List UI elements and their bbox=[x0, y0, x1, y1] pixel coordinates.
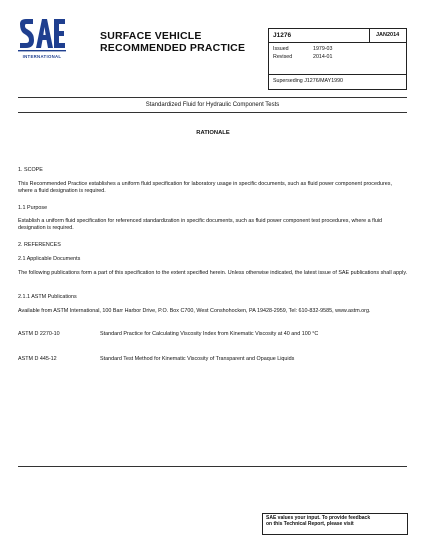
sae-logo bbox=[18, 18, 66, 66]
document-type-title bbox=[100, 30, 260, 54]
section-1-text: This Recommended Practice establishes a uniform fluid specification for laboratory usage in specific documents, such as fluid power component procedures, where a fluid designation is required. bbox=[18, 181, 392, 195]
reference-description: Standard Test Method for Kinematic Viscosity of Transparent and Opaque Liquids bbox=[100, 356, 295, 362]
reference-code: ASTM D 2270-10 bbox=[18, 331, 60, 337]
issued-label: Issued bbox=[273, 46, 289, 52]
feedback-box[interactable] bbox=[262, 513, 408, 535]
reference-code: ASTM D 445-12 bbox=[18, 356, 57, 362]
section-2-1-text: The following publications form a part of this specification to the extent specified herein. Unless otherwise indicated, the latest issue of SAE publications shall apply. bbox=[18, 270, 408, 276]
doc-number: J1276 bbox=[273, 32, 292, 39]
document-title-bar bbox=[18, 97, 407, 113]
footer-divider bbox=[18, 466, 407, 467]
sae-logo-mark bbox=[18, 18, 66, 52]
section-1-1-heading: 1.1 Purpose bbox=[18, 205, 48, 211]
title-line-1: SURFACE VEHICLE bbox=[100, 30, 202, 42]
superseding-row bbox=[269, 74, 406, 85]
feedback-line-1: SAE values your input. To provide feedback bbox=[266, 515, 371, 521]
issued-value: 1979-03 bbox=[313, 46, 333, 52]
revised-value: 2014-01 bbox=[313, 54, 333, 60]
doc-date: JAN2014 bbox=[376, 32, 400, 38]
rationale-heading: RATIONALE bbox=[196, 130, 230, 136]
document-title: Standardized Fluid for Hydraulic Component Tests bbox=[145, 101, 280, 108]
reference-description: Standard Practice for Calculating Viscosity Index from Kinematic Viscosity at 40 and 100 °C bbox=[100, 331, 319, 337]
section-2-1-heading: 2.1 Applicable Documents bbox=[18, 256, 81, 262]
revised-label: Revised bbox=[273, 54, 293, 60]
doc-number-row bbox=[269, 29, 406, 43]
superseding-text: Superseding J1276/MAY1990 bbox=[273, 78, 343, 84]
section-1-heading: 1. SCOPE bbox=[18, 167, 43, 173]
date-cell bbox=[369, 29, 406, 42]
sae-tagline: INTERNATIONAL bbox=[22, 54, 62, 59]
astm-address: Available from ASTM International, 100 Barr Harbor Drive, P.O. Box C700, West Conshohocken, PA 19428-2959, Tel: 610-832-9585, www.astm.org. bbox=[18, 308, 371, 314]
feedback-line-2: on this Technical Report, please visit bbox=[266, 521, 354, 528]
section-2-1-1-heading: 2.1.1 ASTM Publications bbox=[18, 294, 77, 300]
section-2-heading: 2. REFERENCES bbox=[18, 242, 61, 248]
title-line-2: RECOMMENDED PRACTICE bbox=[100, 42, 246, 54]
document-info-box bbox=[268, 28, 407, 90]
section-1-1-text: Establish a uniform fluid specification for referenced standardization in specific documents, such as fluid power component test procedures, where a fluid designation is required. bbox=[18, 218, 383, 232]
